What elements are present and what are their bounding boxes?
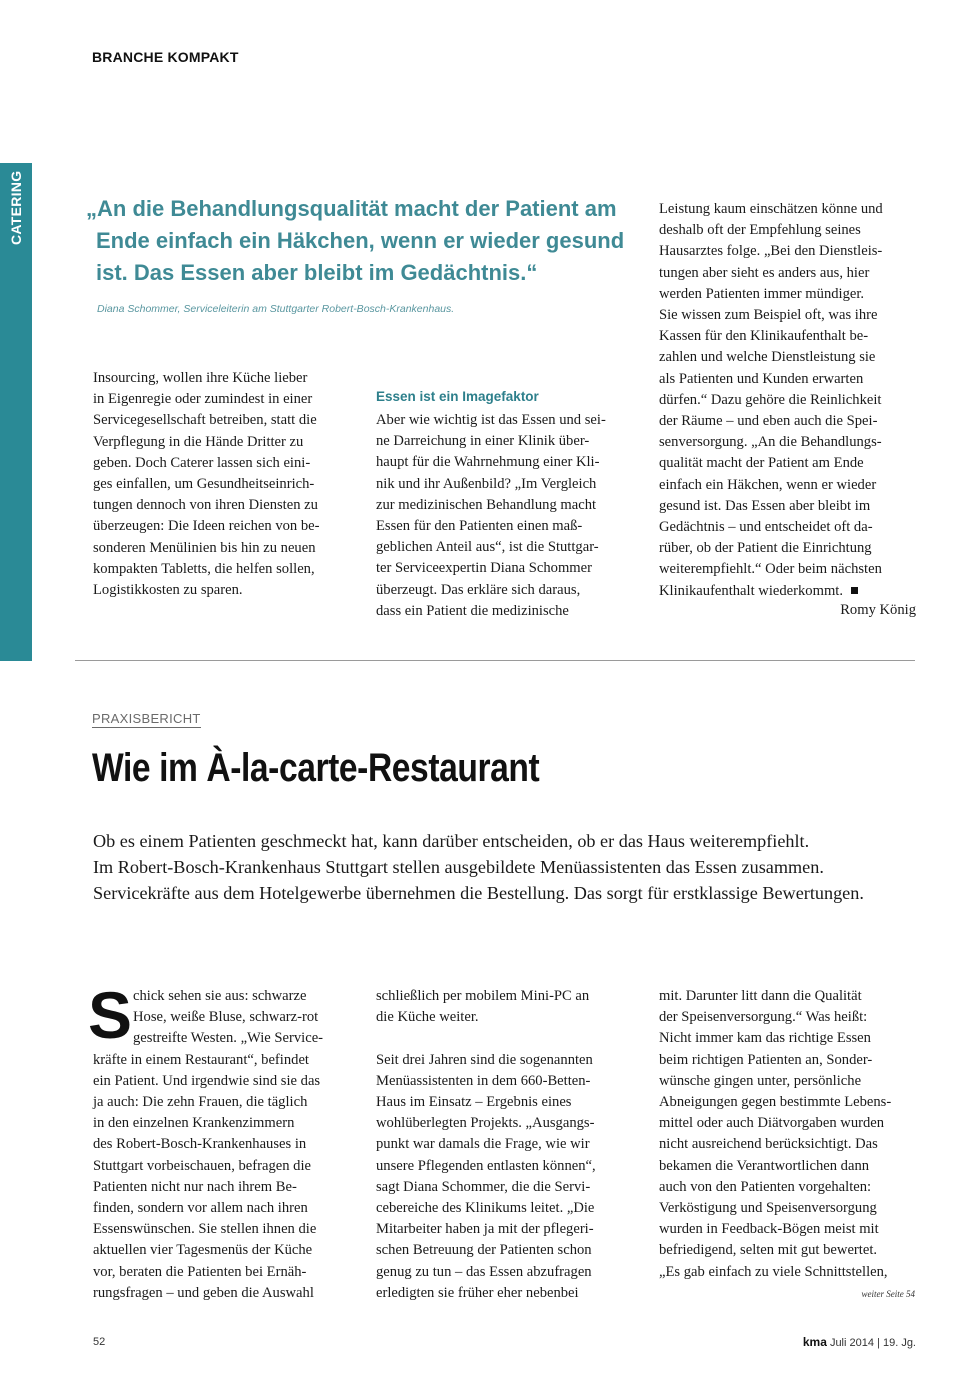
text-line: Servicegesellschaft betreiben, statt die: [93, 412, 317, 429]
text-line: wurden in Feedback-Bögen meist mit: [659, 1221, 879, 1238]
side-tab-label: CATERING: [8, 170, 24, 245]
text-line: des Robert-Bosch-Krankenhauses in: [93, 1136, 307, 1153]
text-line: Verköstigung und Speisenversorgung: [659, 1200, 877, 1217]
article-lead: [93, 828, 933, 906]
section-label: BRANCHE KOMPAKT: [92, 49, 239, 65]
text-line: befriedigend, selten mit gut bewertet.: [659, 1242, 878, 1259]
article-kicker: PRAXISBERICHT: [92, 711, 201, 726]
text-line: Haus im Einsatz – Ergebnis eines: [376, 1094, 572, 1110]
text-line: zur medizinischen Behandlung macht: [376, 496, 597, 513]
footer-issue: [700, 1335, 916, 1349]
text-line-last: [659, 581, 916, 602]
text-line: ne Darreichung in einer Klinik über-: [376, 433, 590, 450]
text-line: Stuttgart vorbeischauen, befragen die: [93, 1157, 312, 1174]
text-line: sonderen Menülinien bis hin zu neuen: [93, 539, 316, 556]
text-line: in den einzelnen Krankenzimmern: [93, 1115, 295, 1132]
text-line: rüber, ob der Patient die Einrichtung: [659, 540, 872, 557]
text-line: auch von den Patienten vorgehalten:: [659, 1178, 872, 1195]
text-line: unsere Pflegenden entlasten können“,: [376, 1157, 596, 1174]
text-line: ja auch: Die zehn Frauen, die täglich: [93, 1094, 308, 1111]
text-line: haupt für die Wahrnehmung einer Kli-: [376, 454, 600, 471]
text-line: geblichen Anteil aus“, ist die Stuttgar-: [376, 539, 599, 556]
upper-column-2: [376, 410, 634, 622]
text-line: ter Serviceexpertin Diana Schommer: [376, 560, 592, 577]
text-line: deshalb oft der Empfehlung seines: [659, 222, 861, 239]
text-line: „Es gab einfach zu viele Schnittstellen,: [659, 1263, 888, 1280]
page-number: 52: [93, 1336, 106, 1348]
text-line: weiterempfiehlt.“ Oder beim nächsten: [659, 561, 882, 578]
text-line: Aber wie wichtig ist das Essen und sei-: [376, 412, 606, 428]
side-tab: [0, 163, 32, 661]
article-headline: Wie im À-la-carte-Restaurant: [92, 746, 540, 790]
text-line: überzeugt. Das erkläre sich daraus,: [376, 581, 581, 598]
text-line: werden Patienten immer mündiger.: [659, 285, 865, 302]
text-line: überzeugen: Die Ideen reichen von be-: [93, 518, 320, 535]
text-line: kräfte in einem Restaurant“, befindet: [93, 1051, 309, 1068]
text-line: einfach ein Häkchen, wenn er wieder: [659, 476, 877, 493]
text-line: finden, sondern vor allem nach ihren: [93, 1200, 308, 1217]
text-line: Gedächtnis – und entscheidet oft da-: [659, 519, 873, 536]
author-signature: Romy König: [840, 602, 916, 618]
text-line: chick sehen sie aus: schwarze: [133, 988, 307, 1004]
text-line: kompakten Tabletts, die helfen sollen,: [93, 560, 315, 577]
drop-cap: S: [88, 978, 133, 1052]
text-line: ges einfallen, um Gesundheitseinrich-: [93, 476, 315, 493]
text-line: Seit drei Jahren sind die sogenannten: [376, 1051, 593, 1068]
pull-quote-line: Ende einfach ein Häkchen, wenn er wieder gesund: [96, 228, 625, 253]
section-divider: [75, 660, 915, 661]
text-line: rungsfragen – und geben die Auswahl: [93, 1284, 314, 1301]
upper-column-1: [93, 368, 355, 601]
text-line: ein Patient. Und irgendwie sind sie das: [93, 1072, 321, 1089]
text-line: senversorgung. „An die Behandlungs-: [659, 434, 882, 451]
text-line: Hose, weiße Bluse, schwarz-rot: [133, 1009, 319, 1026]
pull-quote: [86, 193, 646, 289]
text-line: Patienten nicht nur nach ihrem Be-: [93, 1178, 297, 1195]
end-mark-icon: [851, 587, 858, 594]
upper-column-3: [659, 199, 916, 602]
text-line: in Eigenregie oder zumindest in einer: [93, 391, 313, 408]
text-line: Insourcing, wollen ihre Küche lieber: [93, 370, 308, 386]
text-line: nicht ausreichend berücksichtigt. Das: [659, 1136, 878, 1153]
text-line: cebereiche des Klinikums leitet. „Die: [376, 1200, 595, 1217]
text-line: der Räume – und eben auch die Spei-: [659, 413, 878, 430]
article-column-2: [376, 986, 634, 1304]
text-line: mit. Darunter litt dann die Qualität: [659, 988, 862, 1004]
subheading: Essen ist ein Imagefaktor: [376, 389, 539, 404]
volume: 19. Jg.: [882, 1337, 916, 1349]
text-line: aktuellen vier Tagesmenüs der Küche: [93, 1242, 313, 1259]
text-line: tungen dennoch von ihren Diensten zu: [93, 497, 318, 514]
lead-line: Ob es einem Patienten geschmeckt hat, kann darüber entscheiden, ob er das Haus weiterempfiehlt.: [93, 831, 810, 851]
text-line: schen Betreuung der Patienten schon: [376, 1242, 592, 1259]
text-line: schließlich per mobilem Mini-PC an: [376, 988, 590, 1004]
text-line: Nicht immer kam das richtige Essen: [659, 1030, 871, 1047]
text-line: erledigten sie früher eher nebenbei: [376, 1284, 579, 1301]
lead-line: Servicekräfte aus dem Hotelgewerbe übernehmen die Bestellung. Das sorgt für erstklassige Bewertungen.: [93, 883, 864, 903]
text-line: Abneigungen gegen bestimmte Lebens-: [659, 1094, 892, 1111]
text-line: qualität macht der Patient am Ende: [659, 455, 864, 472]
text-line: sagt Diana Schommer, die die Servi-: [376, 1178, 591, 1195]
text-line: bekamen die Verantwortlichen dann: [659, 1157, 870, 1174]
text-line: Menüassistenten in dem 660-Betten-: [376, 1072, 591, 1089]
text-line: nik und ihr Außenbild? „Im Vergleich: [376, 475, 597, 492]
text-line: vor, beraten die Patienten bei Ernäh-: [93, 1263, 307, 1280]
text-line: der Speisenversorgung.“ Was heißt:: [659, 1009, 868, 1026]
text-line: Kassen für den Klinikaufenthalt be-: [659, 328, 869, 345]
text-line: gesund ist. Das Essen aber bleibt im: [659, 497, 871, 514]
text-line: Sie wissen zum Beispiel oft, was ihre: [659, 307, 878, 324]
text-line: genug zu tun – das Essen abzufragen: [376, 1263, 592, 1280]
pull-quote-attribution: Diana Schommer, Serviceleiterin am Stuttgarter Robert-Bosch-Krankenhaus.: [97, 303, 455, 315]
footer-separator: |: [877, 1337, 880, 1349]
text-line: wohlüberlegten Projekts. „Ausgangs-: [376, 1115, 595, 1132]
text-line: die Küche weiter.: [376, 1009, 479, 1026]
text-line: Essen für den Patienten einen maß-: [376, 518, 583, 535]
text-line: punkt war damals die Frage, wie wir: [376, 1136, 590, 1153]
text-line: beim richtigen Patienten an, Sonder-: [659, 1051, 873, 1068]
text-line: Mitarbeiter haben ja mit der pflegeri-: [376, 1221, 594, 1238]
pull-quote-line: ist. Das Essen aber bleibt im Gedächtnis.“: [96, 260, 538, 285]
text-line: Essenswünschen. Sie stellen ihnen die: [93, 1221, 317, 1238]
text-line: dürfen.“ Dazu gehöre die Reinlichkeit: [659, 391, 882, 408]
text-line: Verpflegung in die Hände Dritter zu: [93, 433, 304, 450]
text-line: Logistikkosten zu sparen.: [93, 582, 243, 599]
text-line: zahlen und welche Dienstleistung sie: [659, 349, 876, 366]
text-line: geben. Doch Caterer lassen sich eini-: [93, 454, 311, 471]
text-line: tungen aber sieht es anders aus, hier: [659, 264, 870, 281]
text-line: als Patienten und Kunden erwarten: [659, 370, 864, 387]
pull-quote-line: „An die Behandlungsqualität macht der Patient am: [86, 196, 617, 221]
text-line: mittel oder auch Diätvorgaben wurden: [659, 1115, 885, 1132]
text-line: Leistung kaum einschätzen könne und: [659, 201, 883, 217]
lead-line: Im Robert-Bosch-Krankenhaus Stuttgart stellen ausgebildete Menüassistenten das Essen zusammen.: [93, 857, 824, 877]
magazine-brand: kma: [802, 1335, 827, 1349]
continued-note: weiter Seite 54: [861, 1289, 915, 1299]
text-line-content: Klinikaufenthalt wiederkommt.: [659, 582, 843, 599]
text-line: Hausarztes folge. „Bei den Dienstleis-: [659, 243, 883, 260]
article-column-1: [93, 986, 355, 1304]
text-line: dass ein Patient die medizinische: [376, 602, 569, 619]
issue-date: Juli 2014: [829, 1337, 874, 1349]
paragraph-gap: [376, 1028, 634, 1049]
text-line: wünsche gingen unter, persönliche: [659, 1072, 862, 1089]
text-line: gestreifte Westen. „Wie Service-: [133, 1030, 324, 1047]
article-column-3: [659, 986, 916, 1283]
